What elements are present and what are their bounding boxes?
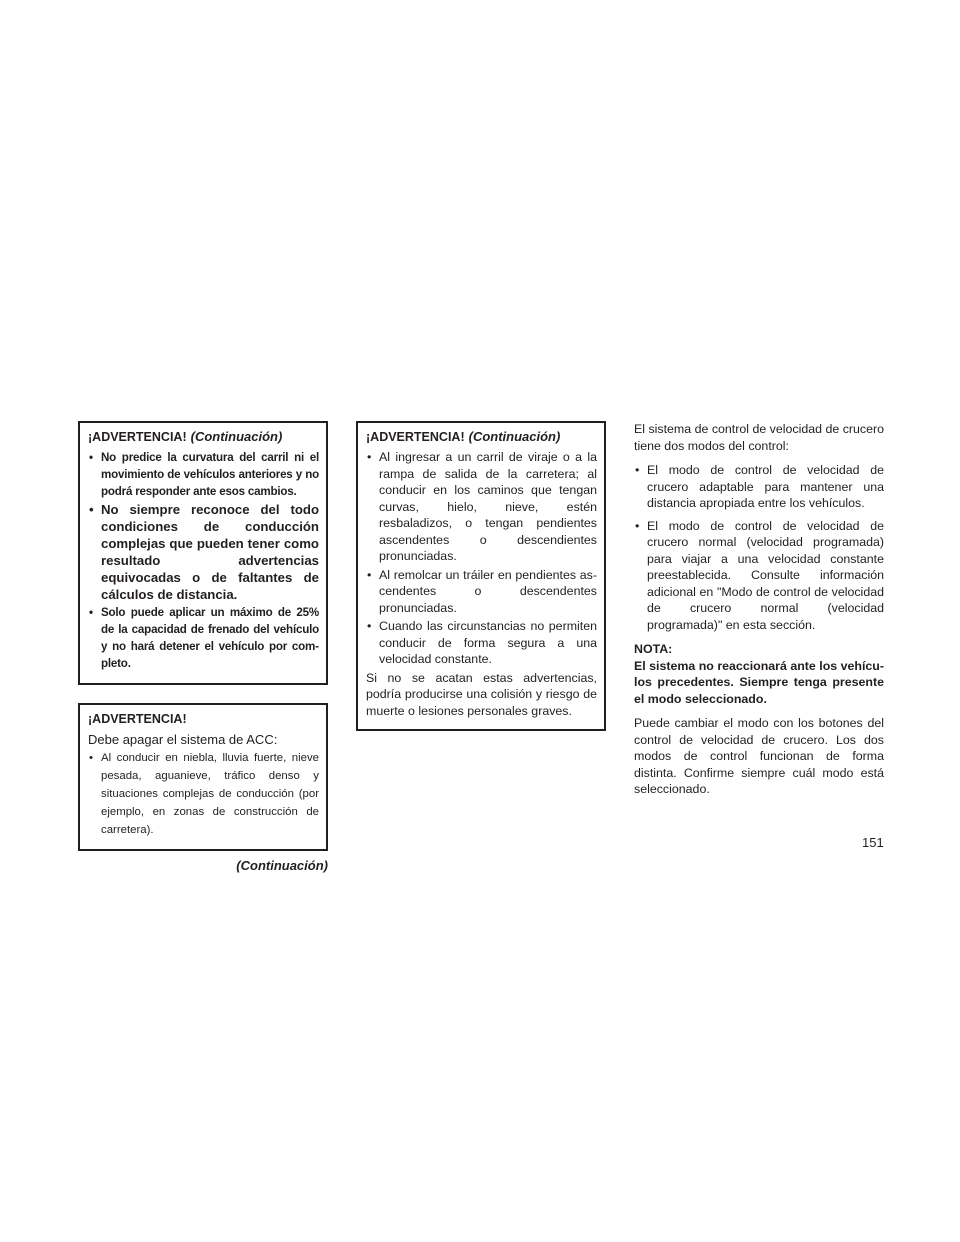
warning-box-continued xyxy=(356,421,606,731)
modes-list xyxy=(634,462,884,633)
list-item: • El modo de control de velocidad de crucero normal (velocidad programada) para viajar a una velocidad constante preestablecida. Consulte información adicional en "Modo de control de velocidad de crucero normal (velocidad programada)" en esta sección. xyxy=(634,518,884,634)
mode-paragraph: Puede cambiar el modo con los botones del control de velocidad de crucero. Los dos modos de control funcionan de forma distinta. Confirme siempre cuál modo está seleccionado. xyxy=(634,716,884,796)
intro-paragraph: El sistema de control de velocidad de crucero tiene dos modos del control: xyxy=(634,422,885,453)
warning-intro: Debe apagar el sistema de ACC: xyxy=(88,732,278,747)
warning-box-acc xyxy=(78,703,328,851)
list-item: • No predice la curvatura del carril ni el movimiento de vehículos anteriores y no podrá responder ante esos cambios. xyxy=(88,449,319,500)
warning-closing: Si no se acatan estas advertencias, podría producirse una colisión y riesgo de muerte o lesiones personales graves. xyxy=(366,670,597,718)
continued-note: (Continuación) xyxy=(236,858,328,873)
list-item: • No siempre reconoce del todo condiciones de conducción complejas que pueden tener como resultado advertencias equivocadas o de faltantes de cálculos de distancia. xyxy=(88,501,319,603)
list-item: • Cuando las circunstancias no permiten conducir de forma segura a una velocidad constante. xyxy=(366,618,597,668)
list-item: • Al conducir en niebla, lluvia fuerte, nieve pesada, aguanieve, tráfico denso y situaciones complejas de conducción (por ejemplo, en zonas de construcción de carretera). xyxy=(88,749,319,839)
note-text: El sistema no reaccionará ante los vehículos precedentes. Siempre tenga presente el modo seleccionado. xyxy=(634,658,884,706)
list-item: • Al remolcar un tráiler en pendientes ascendentes o descendentes pronunciadas. xyxy=(366,567,597,617)
warning-list xyxy=(366,449,597,668)
middle-column xyxy=(356,421,606,731)
continued-label: (Continuación) xyxy=(190,429,283,444)
note-label: NOTA: xyxy=(634,642,673,656)
warning-title-text: ¡ADVERTENCIA! xyxy=(88,430,187,444)
warning-title xyxy=(88,429,319,445)
left-column xyxy=(78,421,328,873)
warning-title: ¡ADVERTENCIA! xyxy=(88,712,187,726)
warning-list xyxy=(88,749,319,839)
page-number: 151 xyxy=(862,835,884,850)
list-item: • Al ingresar a un carril de viraje o a la rampa de salida de la carretera; al conducir en los caminos que tengan curvas, hielo, nieve, estén resbaladizos, o tengan pendientes ascendentes o descendientes pronunciadas. xyxy=(366,449,597,565)
list-item: • El modo de control de velocidad de crucero adaptable para mantener una distancia apropiada entre los vehículos. xyxy=(634,462,884,512)
continued-label: (Continuación) xyxy=(468,429,561,444)
warning-title xyxy=(366,429,597,445)
warning-title-text: ¡ADVERTENCIA! xyxy=(366,430,465,444)
warning-box-continued xyxy=(78,421,328,685)
warning-list xyxy=(88,449,319,672)
right-column xyxy=(634,421,884,806)
list-item: • Solo puede aplicar un máximo de 25% de la capacidad de frenado del vehículo y no hará detener el vehículo por completo. xyxy=(88,604,319,672)
